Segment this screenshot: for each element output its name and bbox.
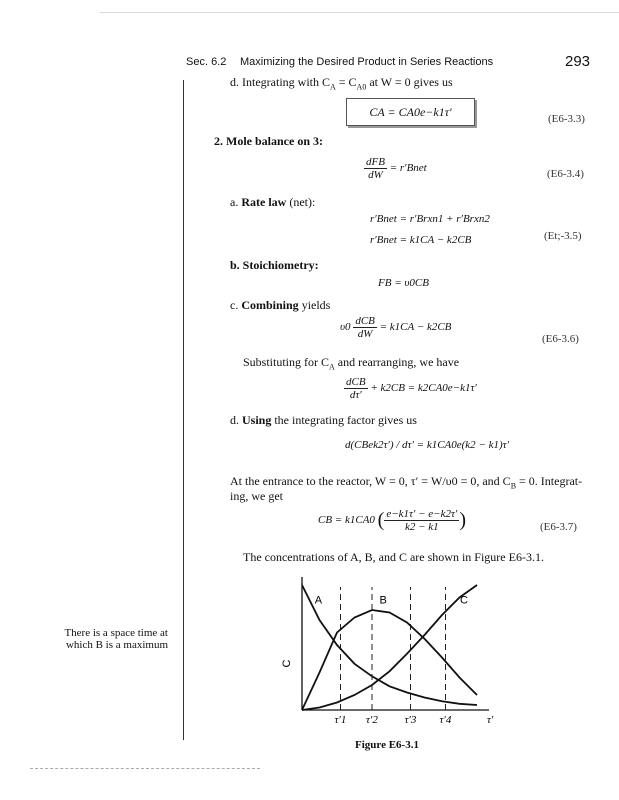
label-e6-3-4: (E6-3.4) — [547, 168, 584, 180]
label-e6-3-6: (E6-3.6) — [542, 333, 579, 345]
equation-rate-sum: r′Bnet = r′Brxn1 + r′Brxn2 — [370, 213, 490, 225]
equation-e6-3-7: CB = k1CA0 ( $\frac{e-k1\tau' - e-k2\tau'}{k2 - k1}$ ) — [318, 508, 466, 533]
series-line-a — [302, 585, 477, 705]
series-label-c: C — [460, 594, 468, 607]
x-tick-label: τ′4 — [439, 714, 452, 726]
y-axis-label: C — [281, 659, 293, 668]
x-tick-label: τ′3 — [404, 714, 417, 726]
series-label-b: B — [379, 594, 387, 607]
entrance-text-line1: At the entrance to the reactor, W = 0, τ′ = W/υ0 = 0, and $C_B = 0$. Integrat- — [230, 474, 583, 491]
step-d-integrating: d. Integrating with $C_A = C_{A0}$ at W = 0 gives us — [230, 75, 453, 92]
x-tick-label: τ′1 — [334, 714, 347, 726]
equation-e6-3-4: $\frac{\text{dFB}}{dW}$ = r′Bnet — [366, 156, 427, 181]
stoichiometry-heading: b. Stoichiometry: — [230, 258, 319, 272]
series-label-a: A — [314, 594, 323, 607]
figure-caption: Figure E6-3.1 — [355, 739, 419, 751]
series-line-c — [302, 585, 477, 710]
equation-integrating-factor: d(CBek2τ′) / dτ′ = k1CA0e(k2 − k1)τ′ — [345, 439, 509, 451]
x-tick-label: τ′2 — [366, 714, 378, 726]
equation-stoich: FB = υ0CB — [378, 277, 429, 289]
concentrations-text: The concentrations of A, B, and C are shown in Figure E6-3.1. — [243, 550, 544, 564]
label-e6-3-5: (Et;-3.5) — [544, 230, 582, 242]
mole-balance-heading: 2. Mole balance on 3: — [214, 134, 323, 148]
equation-e6-3-6: υ0 $\frac{\text{dCB}}{dW}$ = k1CA − k2CB — [340, 315, 452, 340]
concentration-chart — [270, 570, 500, 735]
using-heading: d. Using the integrating factor gives us — [230, 413, 417, 427]
rate-law-heading: a. Rate law (net): — [230, 195, 316, 209]
page-number: 293 — [565, 53, 591, 70]
combining-heading: c. Combining yields — [230, 298, 331, 312]
running-title: Maximizing the Desired Product in Series Reactions — [240, 56, 494, 68]
top-rule — [100, 12, 619, 13]
equation-substituted: $\frac{\text{dCB}}{d\tau'}$ + k2CB = k2CA0e−k1τ′ — [346, 376, 477, 401]
bottom-artifact-rule — [30, 768, 260, 769]
boxed-equation-ca: CA = CA0e−k1τ′ — [346, 98, 475, 126]
label-e6-3-3: (E6-3.3) — [548, 113, 585, 125]
margin-rule — [183, 80, 184, 740]
substituting-text: Substituting for $C_A$ and rearranging, we have — [243, 355, 460, 372]
equation-rate-net: r′Bnet = k1CA − k2CB — [370, 234, 472, 246]
entrance-text-line2: ing, we get — [230, 489, 283, 503]
margin-note: There is a space time at which B is a maximum — [64, 627, 168, 651]
x-axis-label: τ′ — [487, 714, 494, 726]
label-e6-3-7: (E6-3.7) — [540, 521, 577, 533]
section-number: Sec. 6.2 — [186, 56, 227, 68]
series-line-b — [302, 610, 477, 710]
